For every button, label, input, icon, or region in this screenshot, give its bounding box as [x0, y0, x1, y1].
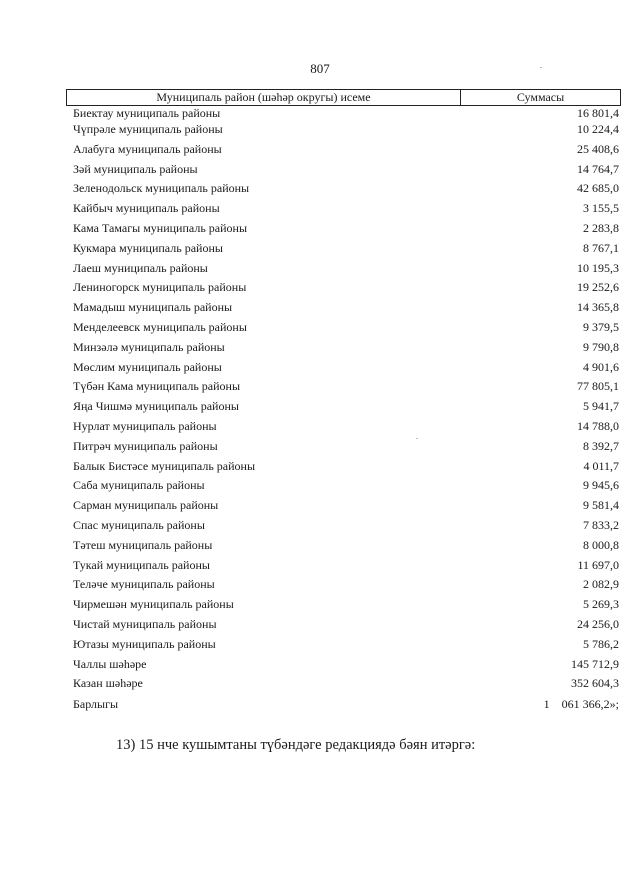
district-name: Казан шәһәре	[73, 676, 143, 691]
header-district-name: Муниципаль район (шәһәр округы) исеме	[67, 90, 461, 105]
district-name: Чаллы шәһәре	[73, 656, 147, 671]
district-name: Зәй муниципаль районы	[73, 161, 198, 176]
district-name: Тәтеш муниципаль районы	[73, 537, 213, 552]
table-row	[66, 457, 621, 477]
table-row	[66, 120, 621, 140]
district-name: Лениногорск муниципаль районы	[73, 280, 247, 295]
table-row	[66, 516, 621, 536]
district-name: Нурлат муниципаль районы	[73, 418, 217, 433]
district-sum: 2 283,8	[583, 220, 619, 235]
district-name: Саба муниципаль районы	[73, 478, 205, 493]
table-row	[66, 635, 621, 655]
district-name: Чистай муниципаль районы	[73, 616, 217, 631]
page-number: 807	[310, 61, 330, 76]
district-sum: 2 082,9	[583, 577, 619, 592]
header-sum: Суммасы	[516, 90, 565, 104]
table-row	[66, 397, 621, 417]
district-name: Балык Бистәсе муниципаль районы	[73, 458, 256, 473]
district-name: Кукмара муниципаль районы	[73, 240, 223, 255]
table-row	[66, 318, 621, 338]
table-body	[66, 106, 621, 694]
district-name: Биектау муниципаль районы	[73, 106, 221, 120]
district-sum: 19 252,6	[577, 280, 619, 295]
scan-speck	[416, 438, 418, 439]
table-row	[66, 655, 621, 675]
district-sum: 14 788,0	[577, 418, 619, 433]
district-sum: 24 256,0	[577, 616, 619, 631]
district-name: Зеленодольск муниципаль районы	[73, 181, 250, 196]
district-sum: 8 392,7	[583, 438, 619, 453]
district-name: Спас муниципаль районы	[73, 517, 205, 532]
district-sum: 10 224,4	[577, 122, 619, 136]
district-sum: 11 697,0	[577, 557, 619, 572]
table-row	[66, 239, 621, 259]
district-name: Минзәлә муниципаль районы	[73, 339, 225, 354]
table-row	[66, 476, 621, 496]
table-row	[66, 106, 621, 120]
district-sum: 25 408,6	[577, 141, 619, 156]
district-name: Алабуга муниципаль районы	[73, 141, 222, 156]
district-sum: 9 790,8	[583, 339, 619, 354]
district-name: Ютазы муниципаль районы	[73, 636, 216, 651]
table-row	[66, 219, 621, 239]
table-row	[66, 377, 621, 397]
district-sum: 4 901,6	[583, 359, 619, 374]
scan-speck	[540, 67, 542, 68]
table-row	[66, 179, 621, 199]
table-row	[66, 536, 621, 556]
table-row	[66, 556, 621, 576]
table-row	[66, 358, 621, 378]
table-row	[66, 199, 621, 219]
district-sum: 16 801,4	[577, 106, 619, 120]
district-name: Теләче муниципаль районы	[73, 577, 215, 592]
district-name: Мамадыш муниципаль районы	[73, 300, 233, 315]
district-name: Кама Тамагы муниципаль районы	[73, 220, 248, 235]
district-sum: 9 379,5	[583, 319, 619, 334]
district-sum: 9 581,4	[583, 498, 619, 513]
table-row	[66, 417, 621, 437]
table-header	[66, 89, 621, 106]
instruction-text: 13) 15 нче кушымтаны түбәндәге редакциядә бәян итәргә:	[116, 737, 476, 753]
district-name: Мөслим муниципаль районы	[73, 359, 222, 374]
district-sum: 8 000,8	[583, 537, 619, 552]
district-sum: 5 269,3	[583, 597, 619, 612]
district-sum: 42 685,0	[577, 181, 619, 196]
table-row	[66, 615, 621, 635]
district-name: Чирмешән муниципаль районы	[73, 597, 234, 612]
districts-table	[66, 89, 621, 714]
district-sum: 5 786,2	[583, 636, 619, 651]
table-row	[66, 298, 621, 318]
total-label: Барлыгы	[73, 697, 119, 712]
table-row	[66, 674, 621, 694]
total-sum: 1 061 366,2»;	[543, 697, 619, 712]
district-name: Лаеш муниципаль районы	[73, 260, 208, 275]
district-name: Түбән Кама муниципаль районы	[73, 379, 241, 394]
district-sum: 77 805,1	[577, 379, 619, 394]
district-sum: 8 767,1	[583, 240, 619, 255]
district-sum: 14 365,8	[577, 300, 619, 315]
district-sum: 14 764,7	[577, 161, 619, 176]
table-row	[66, 160, 621, 180]
district-name: Менделеевск муниципаль районы	[73, 319, 247, 334]
table-row	[66, 437, 621, 457]
district-name: Яңа Чишмә муниципаль районы	[73, 399, 239, 414]
district-sum: 3 155,5	[583, 201, 619, 216]
district-sum: 4 011,7	[583, 458, 619, 473]
table-row	[66, 496, 621, 516]
district-sum: 352 604,3	[571, 676, 619, 691]
district-sum: 7 833,2	[583, 517, 619, 532]
table-row	[66, 575, 621, 595]
table-row	[66, 278, 621, 298]
table-row	[66, 259, 621, 279]
table-row	[66, 140, 621, 160]
district-sum: 5 941,7	[583, 399, 619, 414]
table-row	[66, 338, 621, 358]
district-sum: 145 712,9	[571, 656, 619, 671]
total-row	[66, 694, 621, 714]
district-name: Чүпрәле муниципаль районы	[73, 122, 223, 136]
district-name: Тукай муниципаль районы	[73, 557, 210, 572]
district-name: Сарман муниципаль районы	[73, 498, 219, 513]
district-name: Кайбыч муниципаль районы	[73, 201, 220, 216]
table-row	[66, 595, 621, 615]
district-sum: 9 945,6	[583, 478, 619, 493]
district-name: Питрәч муниципаль районы	[73, 438, 218, 453]
district-sum: 10 195,3	[577, 260, 619, 275]
